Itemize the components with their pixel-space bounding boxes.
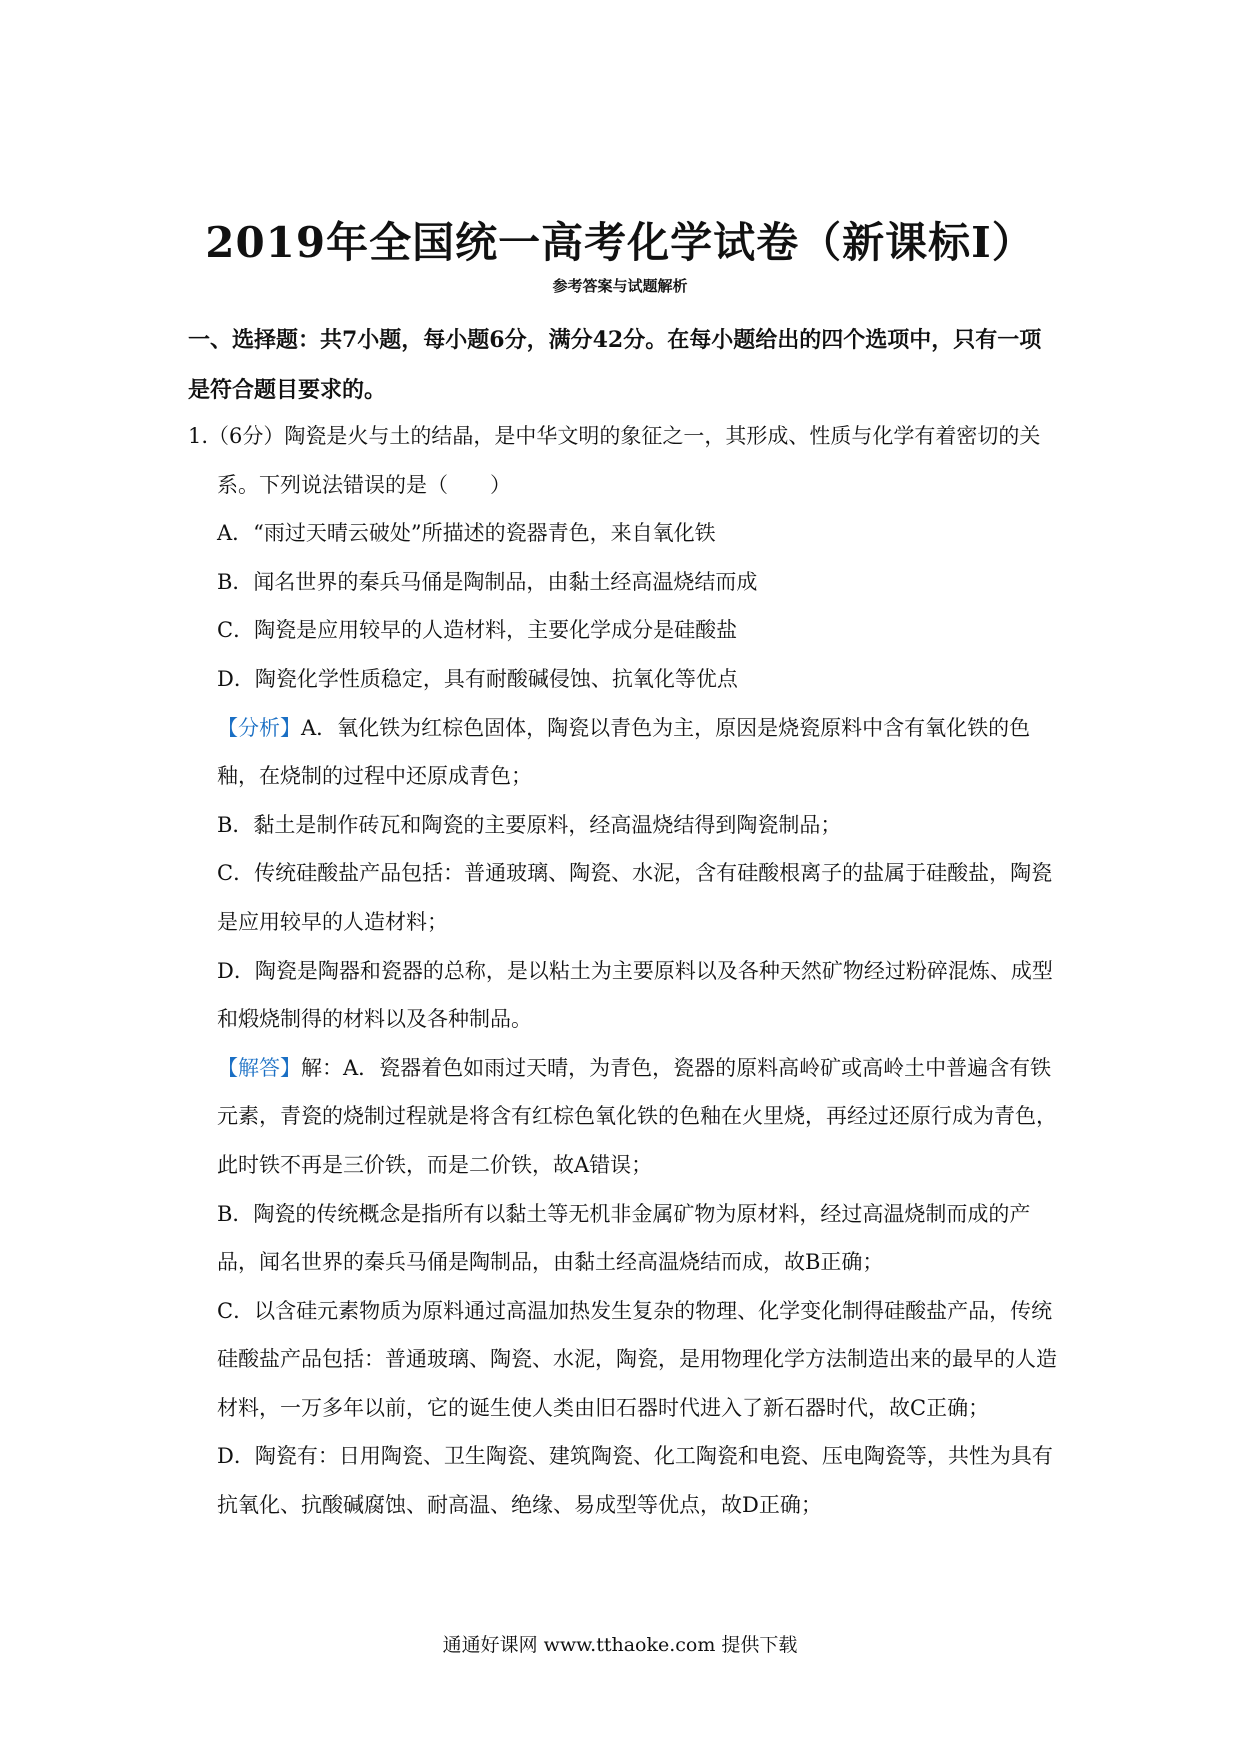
answer-para-d: D．陶瓷有：日用陶瓷、卫生陶瓷、建筑陶瓷、化工陶瓷和电瓷、压电陶瓷等，共性为具有抗氧化、抗酸碱腐蚀、耐高温、绝缘、易成型等优点，故D正确； xyxy=(217,1444,1053,1518)
option-b: B．闻名世界的秦兵马俑是陶制品，由黏土经高温烧结而成 xyxy=(217,569,758,594)
analysis-para-c: C．传统硅酸盐产品包括：普通玻璃、陶瓷、水泥，含有硅酸根离子的盐属于硅酸盐，陶瓷是应用较早的人造材料； xyxy=(217,861,1053,934)
answer-tag: 【解答】 xyxy=(217,1055,301,1080)
answer-text-a: 解：A．瓷器着色如雨过天晴，为青色，瓷器的原料高岭矿或高岭土中普遍含有铁元素，青瓷的烧制过程就是将含有红棕色氧化铁的色釉在火里烧，再经过还原行成为青色，此时铁不再是三价铁，而是二价铁，故A错误； xyxy=(217,1055,1057,1177)
answer-para-c: C．以含硅元素物质为原料通过高温加热发生复杂的物理、化学变化制得硅酸盐产品，传统硅酸盐产品包括：普通玻璃、陶瓷、水泥，陶瓷，是用物理化学方法制造出来的最早的人造材料，一万多年以前，它的诞生使人类由旧石器时代进入了新石器时代，故C正确； xyxy=(217,1298,1057,1420)
page-footer: 通通好课网 www.tthaoke.com 提供下载 xyxy=(442,1634,798,1656)
question-stem: 1.（6分）陶瓷是火与土的结晶，是中华文明的象征之一，其形成、性质与化学有着密切的关系。下列说法错误的是（ ） xyxy=(188,424,1041,497)
option-a: A．“雨过天晴云破处”所描述的瓷器青色，来自氧化铁 xyxy=(217,521,716,546)
analysis-para-a xyxy=(188,704,1060,801)
analysis-para-b: B．黏土是制作砖瓦和陶瓷的主要原料，经高温烧结得到陶瓷制品； xyxy=(217,812,842,837)
question-block xyxy=(188,412,1060,1530)
answer-para-b: B．陶瓷的传统概念是指所有以黏土等无机非金属矿物为原材料，经过高温烧制而成的产品，闻名世界的秦兵马俑是陶制品，由黏土经高温烧结而成，故B正确； xyxy=(217,1201,1031,1275)
analysis-para-d: D．陶瓷是陶器和瓷器的总称，是以粘土为主要原料以及各种天然矿物经过粉碎混炼、成型和煅烧制得的材料以及各种制品。 xyxy=(217,958,1053,1032)
option-d: D．陶瓷化学性质稳定，具有耐酸碱侵蚀、抗氧化等优点 xyxy=(217,666,738,691)
page-title: 2019年全国统一高考化学试卷（新课标Ⅰ） xyxy=(205,218,1035,267)
analysis-text-a: A．氧化铁为红棕色固体，陶瓷以青色为主，原因是烧瓷原料中含有氧化铁的色釉，在烧制的过程中还原成青色； xyxy=(217,715,1031,789)
section-heading: 一、选择题：共7小题，每小题6分，满分42分。在每小题给出的四个选项中，只有一项是符合题目要求的。 xyxy=(188,327,1042,403)
option-c: C．陶瓷是应用较早的人造材料，主要化学成分是硅酸盐 xyxy=(217,618,738,643)
answer-para-a xyxy=(188,1044,1060,1190)
analysis-tag: 【分析】 xyxy=(217,715,301,740)
page-subtitle: 参考答案与试题解析 xyxy=(552,277,688,295)
